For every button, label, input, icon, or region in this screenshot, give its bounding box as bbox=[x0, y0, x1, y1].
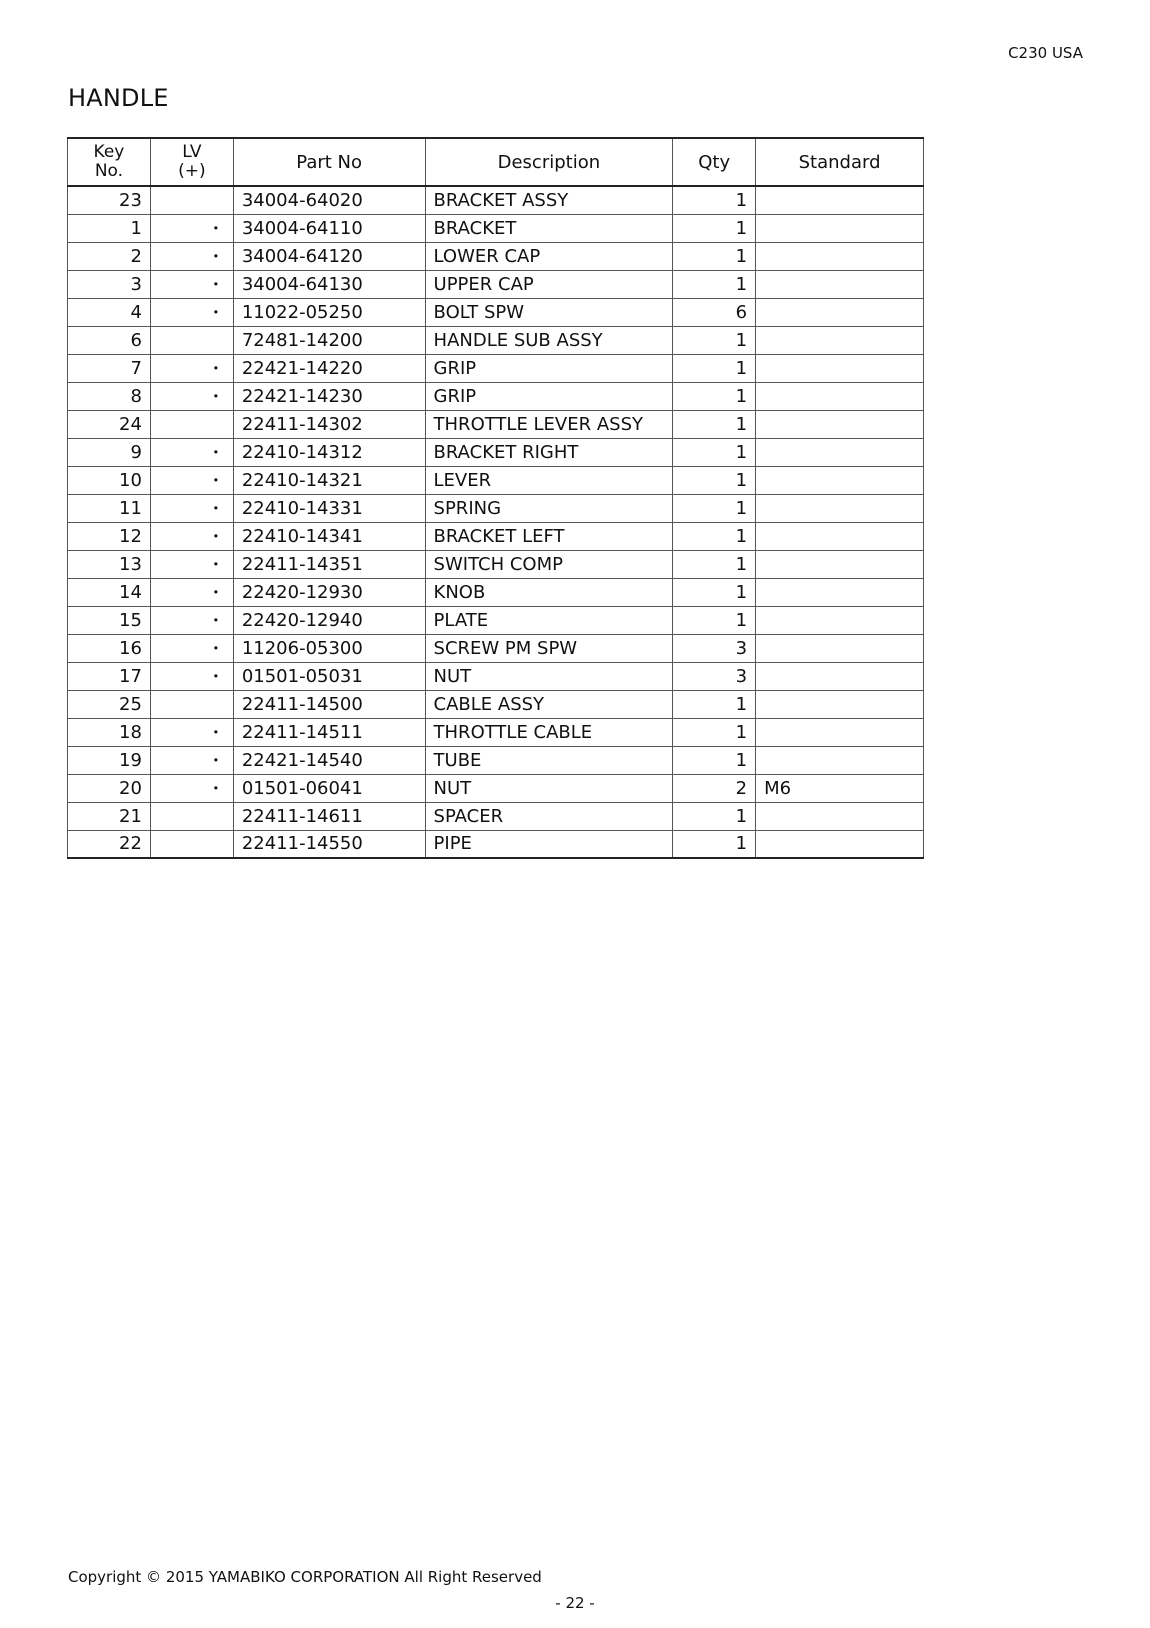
table-row bbox=[68, 438, 924, 466]
table-row bbox=[68, 186, 924, 214]
cell-key-no: 2 bbox=[68, 242, 151, 270]
cell-part-no: 11022-05250 bbox=[233, 298, 425, 326]
cell-qty: 1 bbox=[673, 242, 756, 270]
cell-qty: 1 bbox=[673, 354, 756, 382]
cell-standard bbox=[756, 438, 924, 466]
cell-qty: 1 bbox=[673, 382, 756, 410]
cell-level: ・ bbox=[150, 354, 233, 382]
cell-standard bbox=[756, 746, 924, 774]
cell-standard bbox=[756, 578, 924, 606]
cell-key-no: 18 bbox=[68, 718, 151, 746]
cell-level: ・ bbox=[150, 718, 233, 746]
cell-qty: 3 bbox=[673, 634, 756, 662]
cell-level: ・ bbox=[150, 270, 233, 298]
cell-key-no: 4 bbox=[68, 298, 151, 326]
cell-description: SPRING bbox=[425, 494, 673, 522]
cell-qty: 1 bbox=[673, 718, 756, 746]
cell-description: HANDLE SUB ASSY bbox=[425, 326, 673, 354]
cell-level: ・ bbox=[150, 438, 233, 466]
table-row bbox=[68, 774, 924, 802]
header-key-line2: No. bbox=[94, 161, 124, 181]
cell-key-no: 11 bbox=[68, 494, 151, 522]
cell-part-no: 22410-14331 bbox=[233, 494, 425, 522]
cell-standard bbox=[756, 522, 924, 550]
cell-level: ・ bbox=[150, 550, 233, 578]
header-lv-line1: LV bbox=[182, 142, 202, 162]
cell-description: BRACKET ASSY bbox=[425, 186, 673, 214]
table-row bbox=[68, 830, 924, 858]
cell-description: SCREW PM SPW bbox=[425, 634, 673, 662]
parts-table-body bbox=[68, 186, 924, 858]
cell-part-no: 01501-06041 bbox=[233, 774, 425, 802]
cell-qty: 1 bbox=[673, 522, 756, 550]
table-row bbox=[68, 802, 924, 830]
cell-part-no: 22421-14540 bbox=[233, 746, 425, 774]
table-row bbox=[68, 214, 924, 242]
cell-description: PLATE bbox=[425, 606, 673, 634]
cell-key-no: 22 bbox=[68, 830, 151, 858]
table-row bbox=[68, 578, 924, 606]
cell-description: NUT bbox=[425, 774, 673, 802]
cell-part-no: 22421-14230 bbox=[233, 382, 425, 410]
cell-standard bbox=[756, 606, 924, 634]
page-title: HANDLE bbox=[68, 84, 169, 112]
copyright-notice: Copyright © 2015 YAMABIKO CORPORATION All Right Reserved bbox=[68, 1568, 542, 1586]
page-number: - 22 - bbox=[555, 1594, 595, 1612]
cell-description: KNOB bbox=[425, 578, 673, 606]
cell-standard bbox=[756, 718, 924, 746]
cell-part-no: 22411-14550 bbox=[233, 830, 425, 858]
cell-key-no: 17 bbox=[68, 662, 151, 690]
header-key-no bbox=[68, 138, 151, 186]
cell-standard: M6 bbox=[756, 774, 924, 802]
cell-key-no: 25 bbox=[68, 690, 151, 718]
cell-description: BRACKET RIGHT bbox=[425, 438, 673, 466]
cell-key-no: 19 bbox=[68, 746, 151, 774]
cell-key-no: 21 bbox=[68, 802, 151, 830]
header-part-no: Part No bbox=[233, 138, 425, 186]
table-row bbox=[68, 466, 924, 494]
cell-part-no: 22421-14220 bbox=[233, 354, 425, 382]
table-row bbox=[68, 298, 924, 326]
cell-description: BRACKET bbox=[425, 214, 673, 242]
header-lv-line2: (+) bbox=[178, 161, 206, 181]
cell-key-no: 16 bbox=[68, 634, 151, 662]
table-row bbox=[68, 354, 924, 382]
cell-level: ・ bbox=[150, 774, 233, 802]
cell-part-no: 34004-64110 bbox=[233, 214, 425, 242]
cell-level bbox=[150, 802, 233, 830]
cell-standard bbox=[756, 298, 924, 326]
cell-standard bbox=[756, 214, 924, 242]
cell-qty: 1 bbox=[673, 214, 756, 242]
cell-qty: 1 bbox=[673, 550, 756, 578]
cell-part-no: 34004-64130 bbox=[233, 270, 425, 298]
cell-description: GRIP bbox=[425, 382, 673, 410]
cell-standard bbox=[756, 466, 924, 494]
cell-level: ・ bbox=[150, 634, 233, 662]
cell-description: TUBE bbox=[425, 746, 673, 774]
cell-part-no: 22411-14302 bbox=[233, 410, 425, 438]
table-row bbox=[68, 410, 924, 438]
cell-part-no: 22410-14341 bbox=[233, 522, 425, 550]
cell-key-no: 3 bbox=[68, 270, 151, 298]
cell-level: ・ bbox=[150, 214, 233, 242]
cell-level: ・ bbox=[150, 494, 233, 522]
cell-description: GRIP bbox=[425, 354, 673, 382]
cell-qty: 1 bbox=[673, 830, 756, 858]
cell-level: ・ bbox=[150, 578, 233, 606]
cell-description: BOLT SPW bbox=[425, 298, 673, 326]
header-description: Description bbox=[425, 138, 673, 186]
cell-level bbox=[150, 326, 233, 354]
header-key-line1: Key bbox=[93, 142, 125, 162]
cell-key-no: 10 bbox=[68, 466, 151, 494]
cell-level: ・ bbox=[150, 466, 233, 494]
cell-level: ・ bbox=[150, 242, 233, 270]
table-row bbox=[68, 242, 924, 270]
cell-part-no: 72481-14200 bbox=[233, 326, 425, 354]
cell-standard bbox=[756, 410, 924, 438]
cell-standard bbox=[756, 662, 924, 690]
header-qty: Qty bbox=[673, 138, 756, 186]
cell-standard bbox=[756, 186, 924, 214]
cell-qty: 1 bbox=[673, 410, 756, 438]
cell-key-no: 8 bbox=[68, 382, 151, 410]
cell-key-no: 12 bbox=[68, 522, 151, 550]
cell-standard bbox=[756, 634, 924, 662]
cell-part-no: 22420-12930 bbox=[233, 578, 425, 606]
cell-part-no: 22420-12940 bbox=[233, 606, 425, 634]
cell-description: SPACER bbox=[425, 802, 673, 830]
table-row bbox=[68, 522, 924, 550]
cell-description: SWITCH COMP bbox=[425, 550, 673, 578]
cell-qty: 3 bbox=[673, 662, 756, 690]
cell-standard bbox=[756, 550, 924, 578]
cell-level bbox=[150, 830, 233, 858]
cell-description: PIPE bbox=[425, 830, 673, 858]
table-row bbox=[68, 718, 924, 746]
cell-level: ・ bbox=[150, 298, 233, 326]
parts-table bbox=[67, 137, 924, 859]
cell-standard bbox=[756, 326, 924, 354]
table-row bbox=[68, 494, 924, 522]
cell-standard bbox=[756, 382, 924, 410]
cell-key-no: 1 bbox=[68, 214, 151, 242]
cell-part-no: 22411-14511 bbox=[233, 718, 425, 746]
cell-standard bbox=[756, 690, 924, 718]
cell-level bbox=[150, 410, 233, 438]
cell-level: ・ bbox=[150, 606, 233, 634]
cell-qty: 1 bbox=[673, 186, 756, 214]
cell-standard bbox=[756, 354, 924, 382]
cell-qty: 1 bbox=[673, 494, 756, 522]
cell-key-no: 13 bbox=[68, 550, 151, 578]
cell-part-no: 22411-14611 bbox=[233, 802, 425, 830]
table-row bbox=[68, 662, 924, 690]
cell-key-no: 23 bbox=[68, 186, 151, 214]
table-row bbox=[68, 270, 924, 298]
cell-qty: 1 bbox=[673, 606, 756, 634]
cell-description: NUT bbox=[425, 662, 673, 690]
parts-table-header bbox=[68, 138, 924, 186]
cell-description: CABLE ASSY bbox=[425, 690, 673, 718]
cell-level: ・ bbox=[150, 522, 233, 550]
header-standard: Standard bbox=[756, 138, 924, 186]
cell-qty: 1 bbox=[673, 270, 756, 298]
cell-qty: 1 bbox=[673, 746, 756, 774]
model-label: C230 USA bbox=[1008, 44, 1083, 62]
cell-part-no: 22410-14312 bbox=[233, 438, 425, 466]
cell-description: THROTTLE CABLE bbox=[425, 718, 673, 746]
cell-level: ・ bbox=[150, 746, 233, 774]
cell-key-no: 20 bbox=[68, 774, 151, 802]
table-row bbox=[68, 326, 924, 354]
header-lv bbox=[150, 138, 233, 186]
cell-standard bbox=[756, 802, 924, 830]
cell-part-no: 11206-05300 bbox=[233, 634, 425, 662]
cell-part-no: 34004-64120 bbox=[233, 242, 425, 270]
cell-level bbox=[150, 690, 233, 718]
cell-qty: 1 bbox=[673, 326, 756, 354]
table-row bbox=[68, 550, 924, 578]
cell-key-no: 15 bbox=[68, 606, 151, 634]
cell-level bbox=[150, 186, 233, 214]
cell-key-no: 24 bbox=[68, 410, 151, 438]
cell-key-no: 6 bbox=[68, 326, 151, 354]
cell-qty: 1 bbox=[673, 690, 756, 718]
cell-part-no: 22410-14321 bbox=[233, 466, 425, 494]
cell-description: LEVER bbox=[425, 466, 673, 494]
cell-description: BRACKET LEFT bbox=[425, 522, 673, 550]
cell-part-no: 22411-14351 bbox=[233, 550, 425, 578]
table-row bbox=[68, 634, 924, 662]
cell-qty: 1 bbox=[673, 466, 756, 494]
table-row bbox=[68, 746, 924, 774]
cell-description: LOWER CAP bbox=[425, 242, 673, 270]
cell-qty: 1 bbox=[673, 802, 756, 830]
cell-key-no: 7 bbox=[68, 354, 151, 382]
cell-standard bbox=[756, 830, 924, 858]
cell-key-no: 9 bbox=[68, 438, 151, 466]
cell-standard bbox=[756, 270, 924, 298]
cell-qty: 1 bbox=[673, 578, 756, 606]
cell-level: ・ bbox=[150, 382, 233, 410]
cell-part-no: 22411-14500 bbox=[233, 690, 425, 718]
table-row bbox=[68, 606, 924, 634]
cell-standard bbox=[756, 242, 924, 270]
cell-description: UPPER CAP bbox=[425, 270, 673, 298]
cell-level: ・ bbox=[150, 662, 233, 690]
cell-qty: 2 bbox=[673, 774, 756, 802]
cell-description: THROTTLE LEVER ASSY bbox=[425, 410, 673, 438]
cell-qty: 6 bbox=[673, 298, 756, 326]
cell-qty: 1 bbox=[673, 438, 756, 466]
cell-part-no: 34004-64020 bbox=[233, 186, 425, 214]
cell-standard bbox=[756, 494, 924, 522]
cell-part-no: 01501-05031 bbox=[233, 662, 425, 690]
table-row bbox=[68, 382, 924, 410]
table-row bbox=[68, 690, 924, 718]
cell-key-no: 14 bbox=[68, 578, 151, 606]
